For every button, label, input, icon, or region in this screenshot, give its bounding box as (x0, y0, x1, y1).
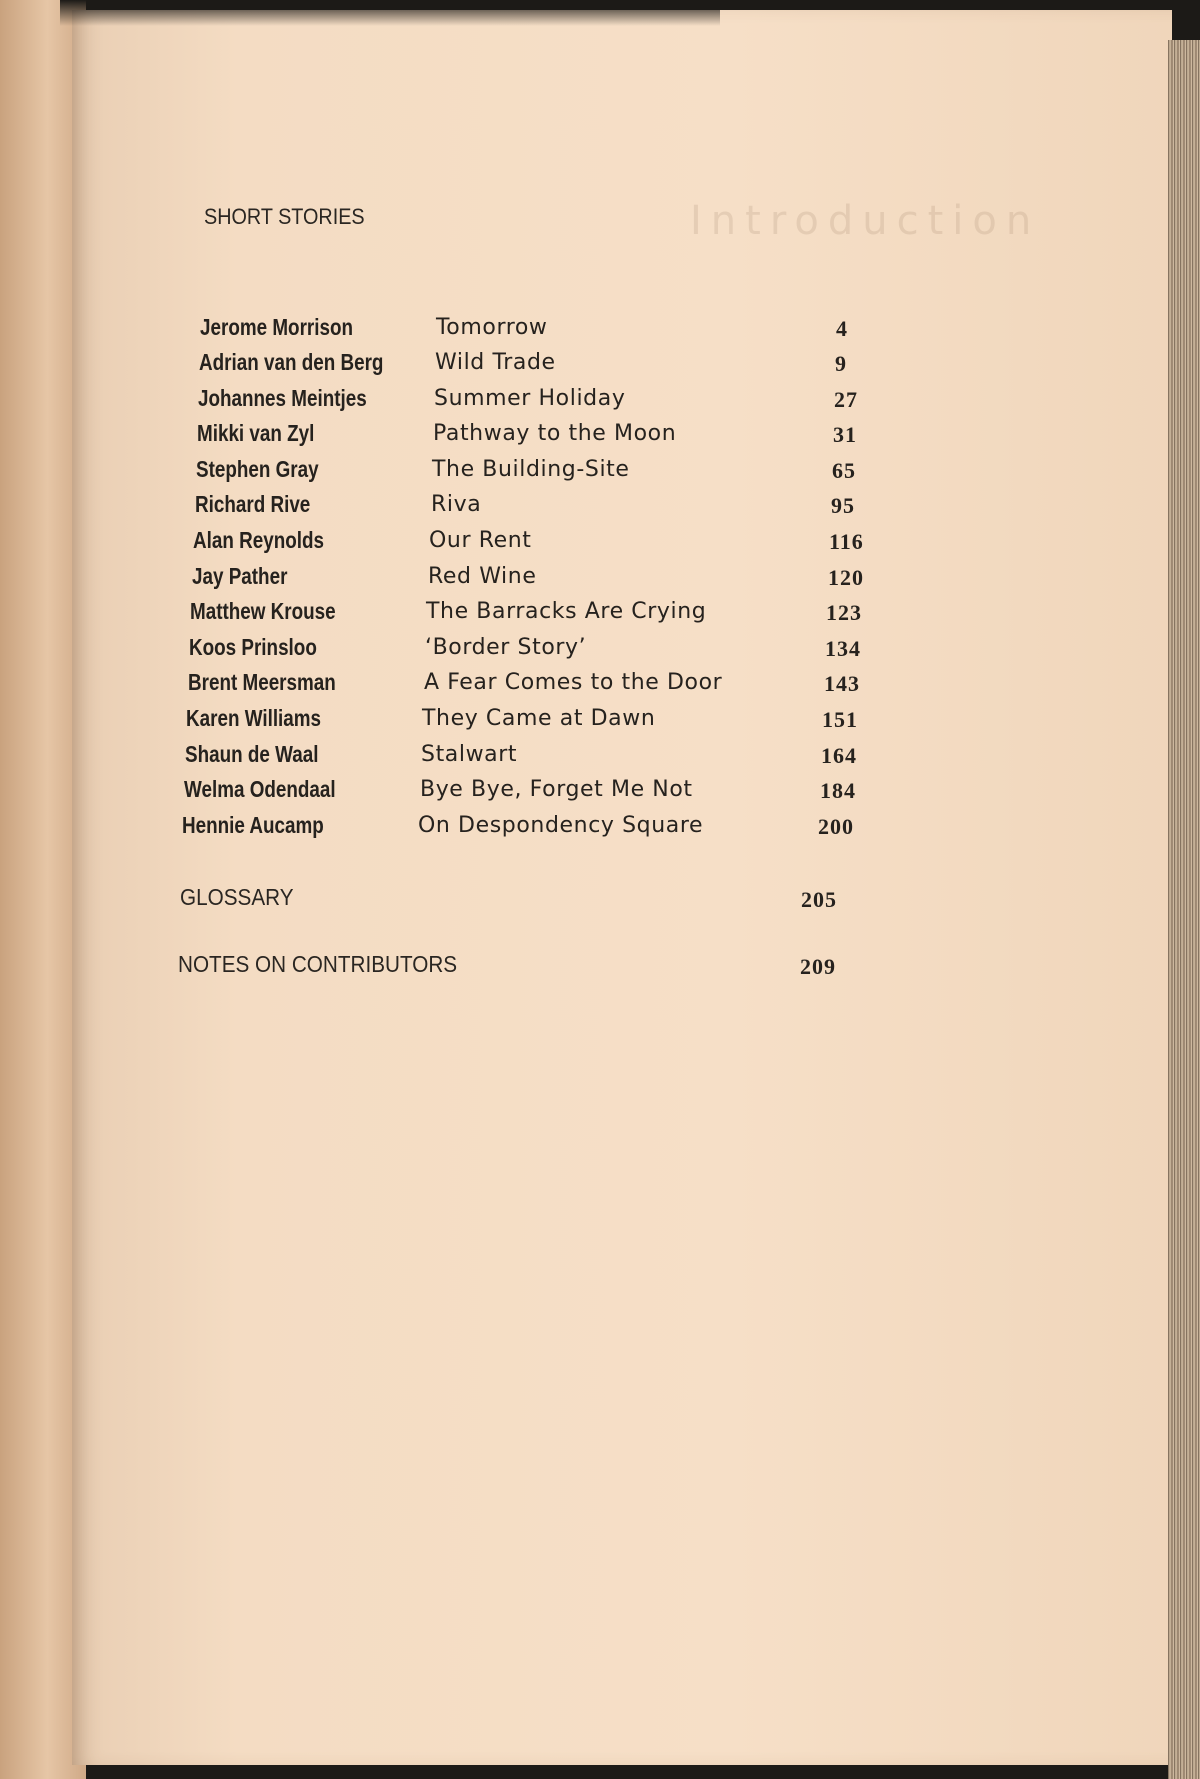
section-heading-short-stories: SHORT STORIES (204, 204, 365, 229)
glossary-label: GLOSSARY (180, 884, 294, 910)
author-name: Johannes Meintjes (198, 385, 367, 411)
author-name: Stephen Gray (196, 456, 319, 482)
toc-row (186, 705, 886, 735)
page-number: 95 (831, 493, 855, 518)
author-name: Jerome Morrison (200, 314, 354, 340)
toc-row (200, 314, 900, 344)
author-name: Brent Meersman (188, 669, 336, 695)
toc-row (198, 385, 898, 415)
toc-row (197, 420, 897, 450)
story-title: Wild Trade (435, 350, 556, 375)
page-number: 164 (821, 743, 857, 768)
author-name: Matthew Krouse (190, 598, 336, 624)
toc-row (190, 598, 890, 628)
top-shadow (60, 0, 720, 26)
page-number: 27 (834, 387, 858, 412)
author-name: Hennie Aucamp (182, 812, 324, 838)
author-name: Jay Pather (192, 563, 288, 589)
story-title: Red Wine (428, 564, 537, 589)
story-title: Stalwart (421, 742, 518, 767)
author-name: Alan Reynolds (193, 527, 325, 553)
author-name: Adrian van den Berg (199, 349, 384, 375)
story-title: Riva (431, 492, 482, 517)
page-number: 200 (818, 814, 854, 839)
page-stack-edge (1168, 40, 1200, 1779)
page-number: 9 (835, 351, 847, 376)
page-number: 184 (820, 778, 856, 803)
page-number: 134 (825, 636, 861, 661)
story-title: Our Rent (429, 528, 532, 553)
glossary-page-number: 205 (801, 887, 837, 912)
contributors-label: NOTES ON CONTRIBUTORS (178, 951, 458, 977)
toc-row (184, 776, 884, 806)
toc-row (196, 456, 896, 486)
author-name: Richard Rive (195, 491, 311, 517)
page-number: 65 (832, 458, 856, 483)
toc-row (199, 349, 899, 379)
contributors-page-number: 209 (800, 954, 836, 979)
story-title: Bye Bye, Forget Me Not (420, 777, 693, 802)
page-number: 151 (822, 707, 858, 732)
toc-row (188, 669, 888, 699)
story-title: Pathway to the Moon (433, 421, 677, 446)
page-number: 4 (836, 316, 848, 341)
page-number: 31 (833, 422, 857, 447)
page-number: 143 (824, 671, 860, 696)
toc-row (192, 563, 892, 593)
story-title: Summer Holiday (434, 386, 626, 411)
page-number: 120 (828, 565, 864, 590)
page-number: 123 (826, 600, 862, 625)
toc-row (195, 491, 895, 521)
show-through-heading: Introduction (690, 198, 1041, 244)
story-title: They Came at Dawn (422, 706, 656, 731)
story-title: The Barracks Are Crying (426, 599, 707, 624)
author-name: Welma Odendaal (184, 776, 336, 802)
toc-row (193, 527, 893, 557)
story-title: ‘Border Story’ (425, 635, 587, 660)
author-name: Mikki van Zyl (197, 420, 315, 446)
story-title: A Fear Comes to the Door (424, 670, 723, 695)
page-number: 116 (829, 529, 864, 554)
toc-row (182, 812, 882, 842)
author-name: Karen Williams (186, 705, 322, 731)
story-title: The Building-Site (432, 457, 630, 482)
author-name: Shaun de Waal (185, 741, 319, 767)
toc-row (185, 741, 885, 771)
toc-row (189, 634, 889, 664)
author-name: Koos Prinsloo (189, 634, 317, 660)
story-title: On Despondency Square (418, 813, 704, 838)
story-title: Tomorrow (436, 315, 548, 340)
